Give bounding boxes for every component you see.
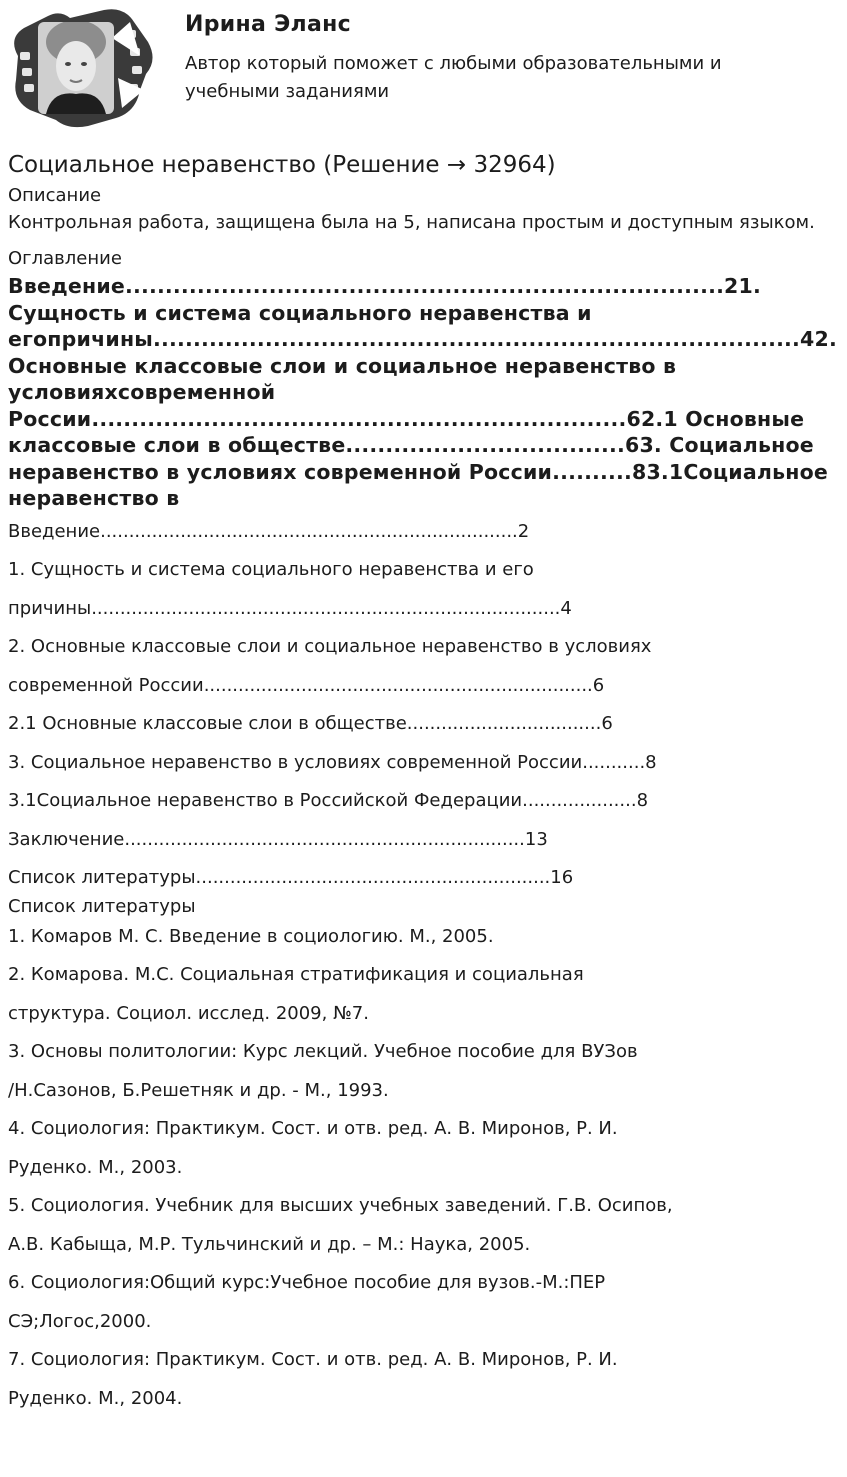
description-label: Описание xyxy=(8,185,102,206)
contents-line: 3.1Социальное неравенство в Российской Федерации....................8 xyxy=(8,790,649,811)
literature-list xyxy=(8,925,839,1426)
document-page xyxy=(8,0,839,1425)
contents-bold-summary: Введение...........................................................................21. Сущность и система социального неравенства и егопричины.................................................................................42. Основные классовые слои и социальное неравенство в условияхсовременной России...................................................................62.1 Основные классовые слои в обществе...................................63. Социальное неравенство в условиях современной России..........83.1Социальное неравенство в xyxy=(8,274,837,510)
literature-line: /Н.Сазонов, Б.Решетняк и др. - М., 1993. xyxy=(8,1079,389,1101)
contents-line: причины..................................................................................4 xyxy=(8,597,572,619)
contents-line: Список литературы..............................................................16 xyxy=(8,867,574,888)
description-text: Контрольная работа, защищена была на 5, написана простым и доступным языком. xyxy=(8,212,815,233)
literature-line: 5. Социология. Учебник для высших учебных заведений. Г.В. Осипов, xyxy=(8,1195,673,1216)
literature-line: Руденко. М., 2003. xyxy=(8,1156,183,1178)
contents-line: 3. Социальное неравенство в условиях современной России...........8 xyxy=(8,751,657,773)
contents-line: современной России....................................................................6 xyxy=(8,674,605,696)
literature-label: Список литературы xyxy=(8,895,196,917)
contents-line: Заключение......................................................................13 xyxy=(8,828,548,850)
document-title: Социальное неравенство (Решение → 32964) xyxy=(8,152,556,178)
author-avatar xyxy=(8,8,156,128)
literature-line: А.В. Кабыща, М.Р. Тульчинский и др. – М.: Наука, 2005. xyxy=(8,1233,531,1255)
literature-line: 2. Комарова. М.С. Социальная стратификация и социальная xyxy=(8,964,584,985)
contents-line: 2.1 Основные классовые слои в обществе..................................6 xyxy=(8,713,613,734)
contents-line: Введение.........................................................................2 xyxy=(8,520,530,542)
literature-line: 3. Основы политологии: Курс лекций. Учебное пособие для ВУЗов xyxy=(8,1041,638,1062)
literature-line: СЭ;Логос,2000. xyxy=(8,1310,152,1332)
contents-line: 1. Сущность и система социального неравенства и его xyxy=(8,559,534,580)
literature-line: 7. Социология: Практикум. Сост. и отв. ред. А. В. Миронов, Р. И. xyxy=(8,1349,618,1370)
author-header xyxy=(8,0,839,140)
contents-list xyxy=(8,520,839,905)
contents-label: Оглавление xyxy=(8,248,122,269)
author-description: Автор который поможет с любыми образовательными и учебными заданиями xyxy=(185,53,722,102)
literature-line: 1. Комаров М. С. Введение в социологию. М., 2005. xyxy=(8,925,494,947)
author-name: Ирина Эланс xyxy=(185,12,351,37)
literature-line: Руденко. М., 2004. xyxy=(8,1387,183,1409)
literature-line: 6. Социология:Общий курс:Учебное пособие для вузов.-М.:ПЕР xyxy=(8,1272,606,1293)
literature-line: 4. Социология: Практикум. Сост. и отв. ред. А. В. Миронов, Р. И. xyxy=(8,1118,618,1139)
literature-line: структура. Социол. исслед. 2009, №7. xyxy=(8,1002,369,1024)
contents-line: 2. Основные классовые слои и социальное неравенство в условиях xyxy=(8,636,652,657)
